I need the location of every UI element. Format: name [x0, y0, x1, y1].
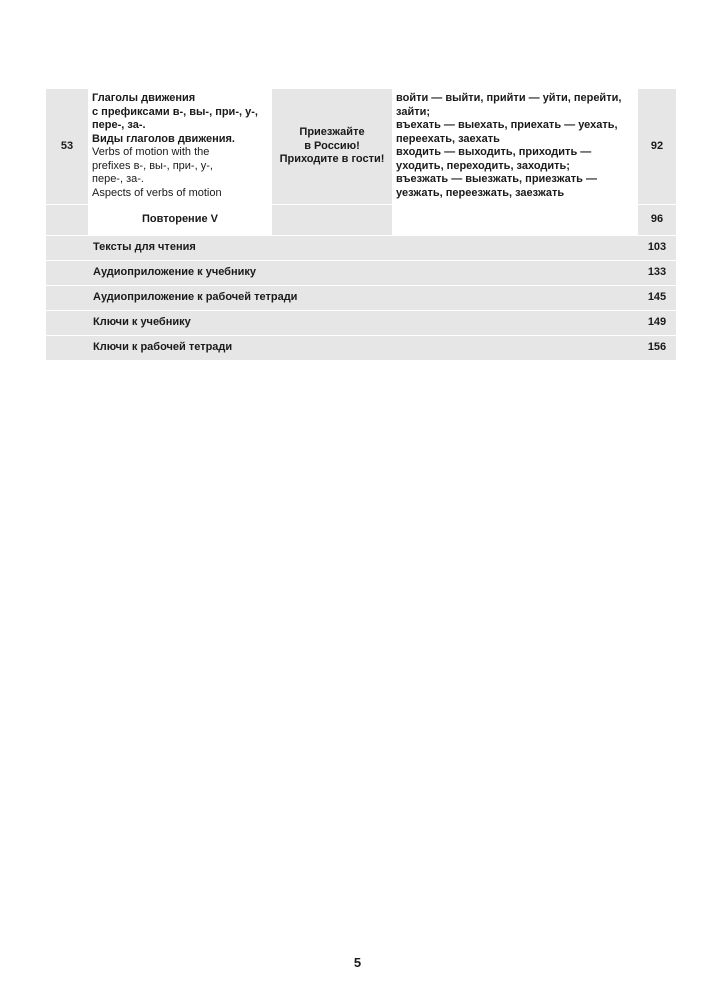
vocab-line: въехать — выехать, приехать — уехать, — [396, 119, 618, 131]
lesson-number: 53 — [46, 89, 88, 205]
topic-line: с префиксами в-, вы-, при-, у-, — [92, 105, 258, 118]
section-page: 149 — [638, 311, 676, 336]
situation-line: Приезжайте — [299, 126, 365, 139]
section-row — [46, 286, 676, 311]
section-page: 145 — [638, 286, 676, 311]
section-page: 103 — [638, 236, 676, 261]
lesson-topic — [88, 89, 272, 205]
topic-line: Глаголы движения — [92, 92, 196, 104]
section-label: Ключи к учебнику — [46, 311, 638, 336]
lesson-page: 92 — [638, 89, 676, 205]
section-label: Аудиоприложение к рабочей тетради — [46, 286, 638, 311]
review-number-cell — [46, 205, 88, 236]
section-row — [46, 311, 676, 336]
review-situation-cell — [272, 205, 392, 236]
section-row — [46, 236, 676, 261]
section-label: Аудиоприложение к учебнику — [46, 261, 638, 286]
topic-line: prefixes в-, вы-, при-, у-, — [92, 159, 213, 172]
lesson-situation — [272, 89, 392, 205]
review-page: 96 — [638, 205, 676, 236]
vocab-line: входить — выходить, приходить — — [396, 146, 592, 158]
review-vocab-cell — [392, 205, 638, 236]
table-of-contents — [46, 89, 676, 361]
topic-line: Verbs of motion with the — [92, 146, 210, 158]
topic-line: Aspects of verbs of motion — [92, 186, 222, 199]
vocab-line: войти — выйти, прийти — уйти, перейти, — [396, 92, 622, 104]
vocab-line: зайти; — [396, 105, 431, 118]
vocab-line: переехать, заехать — [396, 132, 500, 145]
section-label: Тексты для чтения — [46, 236, 638, 261]
vocab-line: уезжать, переезжать, заезжать — [396, 186, 565, 199]
situation-line: в Россию! — [304, 139, 360, 152]
topic-line: пере-, за-. — [92, 119, 146, 131]
lesson-row — [46, 89, 676, 205]
topic-line: Виды глаголов движения. — [92, 132, 235, 145]
review-row — [46, 205, 676, 236]
page-number: 5 — [353, 955, 362, 970]
lesson-vocabulary — [392, 89, 638, 205]
section-page: 133 — [638, 261, 676, 286]
situation-line: Приходите в гости! — [279, 153, 385, 166]
section-label: Ключи к рабочей тетради — [46, 336, 638, 361]
section-row — [46, 336, 676, 361]
section-row — [46, 261, 676, 286]
vocab-line: въезжать — выезжать, приезжать — — [396, 173, 597, 185]
vocab-line: уходить, переходить, заходить; — [396, 159, 570, 172]
section-page: 156 — [638, 336, 676, 361]
topic-line: пере-, за-. — [92, 173, 144, 185]
review-label: Повторение V — [88, 205, 272, 236]
